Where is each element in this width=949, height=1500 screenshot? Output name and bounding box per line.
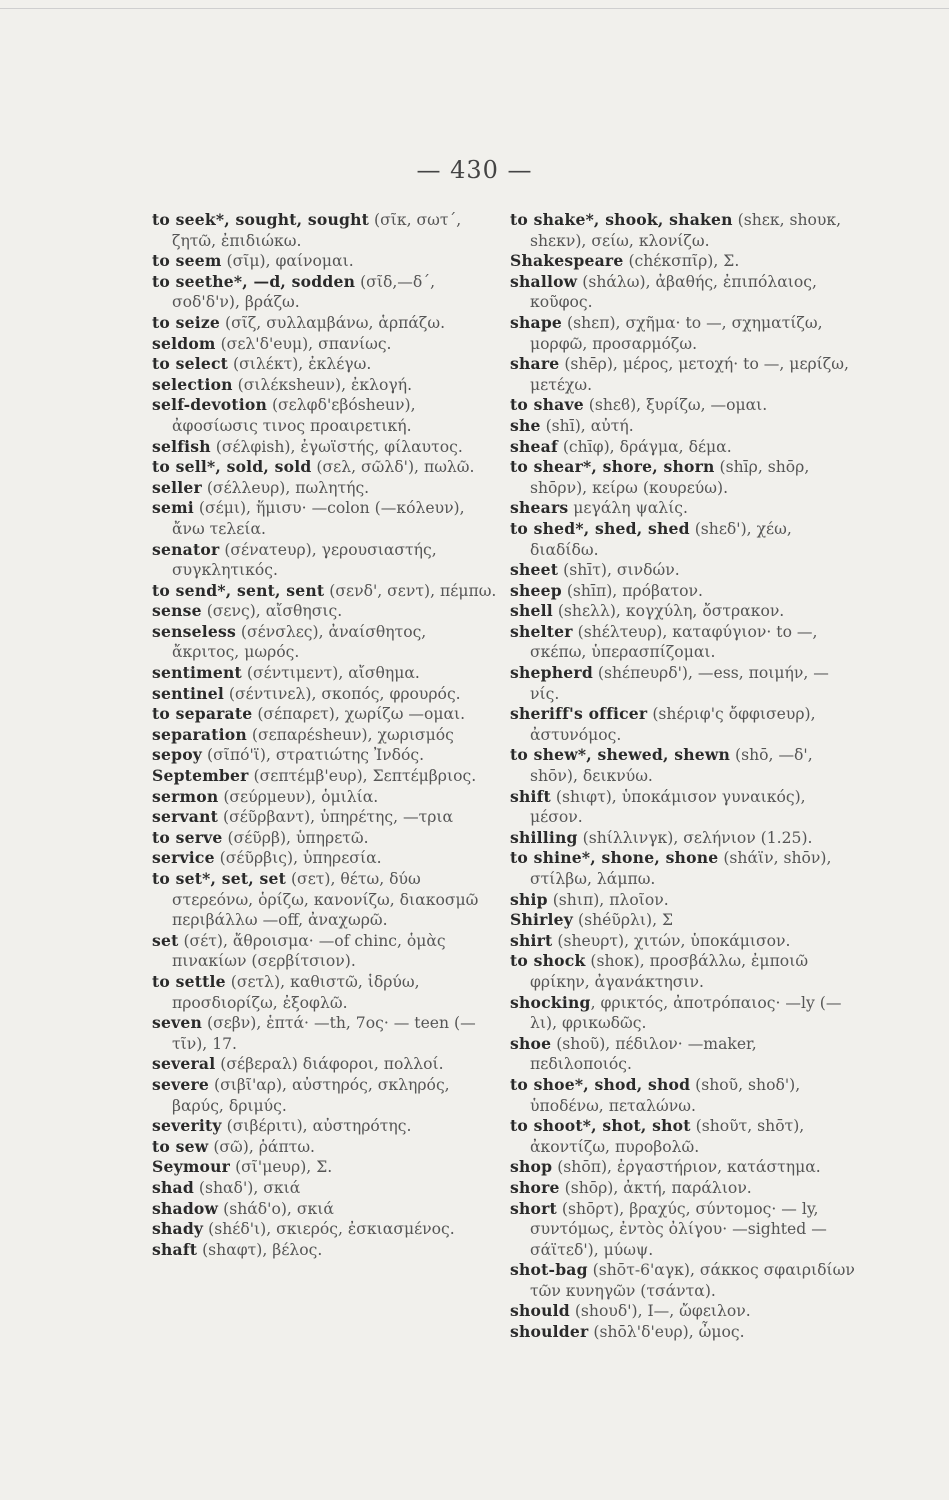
entry-headword: separation [152,724,247,744]
entry-headword: sheep [510,580,562,600]
dictionary-entry [510,560,855,581]
dictionary-entry [510,210,855,251]
entry-headword: seldom [152,333,216,353]
dictionary-entry [510,745,855,786]
entry-definition: (shīπ), πρόβατον. [561,581,703,600]
dictionary-entry [152,807,497,828]
entry-definition: (σενς), αἴσθησις. [201,602,343,621]
entry-definition: (σῖδ,—δ΄, σοδ'δ'ν), βράζω. [172,272,436,312]
entry-definition: (shέδ'ι), σκιερός, ἐσκιασμένος. [203,1220,455,1239]
entry-headword: ship [510,889,548,909]
dictionary-entry [510,828,855,849]
entry-definition: (σελφδ'εβόsheuν), ἀφοσίωσις τινος προαιρετική. [172,396,416,435]
entry-definition: (σενδ', σεντ), πέμπω. [324,581,497,600]
entry-headword: short [510,1198,557,1218]
dictionary-entry [152,334,497,355]
dictionary-entry [510,1322,855,1343]
entry-definition: (shōτ-6'αγκ), σάκκος σφαιριδίων τῶν κυνηγῶν (τσάντα). [530,1261,855,1300]
entry-headword: sentiment [152,663,242,683]
entry-headword: to shave [510,395,584,415]
entry-definition: (σῖπό'ϊ), στρατιώτης Ἰνδός. [202,746,425,765]
entry-headword: to serve [152,827,223,847]
entry-headword: seller [152,477,202,497]
entry-definition: (σέτ), ἄθροισμα· —of chinc, ὁμὰς πινακίων (σερβίτσιον). [172,931,446,971]
entry-headword: shad [152,1177,194,1197]
dictionary-entry [510,1260,855,1301]
entry-headword: share [510,354,560,374]
dictionary-entry [510,848,855,889]
entry-headword: to seethe*, —d, sodden [152,271,356,291]
dictionary-entry [152,1013,497,1054]
entry-headword: September [152,766,249,786]
entry-headword: shears [510,498,569,518]
entry-definition: (σιβέριτι), αὐστηρότης. [221,1117,412,1136]
entry-headword: semi [152,498,194,518]
entry-headword: sheaf [510,436,558,456]
entry-definition: (σιβῖ'αρ), αὐστηρός, σκληρός, βαρύς, δριμύς. [172,1075,450,1115]
dictionary-entry [152,1219,497,1240]
entry-headword: to shake*, shook, shaken [510,210,733,229]
entry-headword: shelter [510,621,573,641]
dictionary-entry [152,704,497,725]
dictionary-entry [152,1240,497,1261]
entry-headword: sense [152,601,202,621]
entry-definition: (σέλλeυρ), πωλητής. [201,478,370,497]
entry-definition: (σέῦρβις), ὑπηρεσία. [214,849,382,868]
entry-definition: (shēρ), μέρος, μετοχή· to —, μερίζω, μετέχω. [530,355,849,394]
entry-definition: (shō, —δ', shōν), δεικνύω. [530,746,813,786]
left-column [152,210,497,1260]
scan-edge-line [0,8,949,9]
entry-headword: seven [152,1013,203,1033]
entry-headword: shift [510,786,551,806]
entry-definition: (σέῦρβ), ὑπηρετῶ. [222,828,369,847]
dictionary-entry [510,354,855,395]
entry-headword: shape [510,312,563,332]
entry-headword: shepherd [510,663,593,683]
dictionary-entry [152,437,497,458]
dictionary-entry [152,787,497,808]
entry-definition: (shιπ), πλοῖον. [547,890,669,909]
entry-definition: (shīτ), σινδών. [558,561,680,580]
entry-headword: shallow [510,271,578,291]
dictionary-entry [510,457,855,498]
entry-definition: (σιλέκτ), ἐκλέγω. [228,355,372,374]
dictionary-entry [510,951,855,992]
entry-headword: to shed*, shed, shed [510,518,690,538]
entry-headword: to sew [152,1136,209,1156]
entry-definition: (σέλφish), ἐγωϊστής, φίλαυτος. [210,437,463,456]
dictionary-entry [152,395,497,436]
entry-headword: should [510,1301,570,1321]
entry-definition: (σέντιμεντ), αἴσθημα. [241,664,420,683]
entry-headword: severity [152,1116,222,1136]
dictionary-entry [152,931,497,972]
dictionary-entry [510,931,855,952]
entry-headword: shirt [510,930,553,950]
entry-headword: selfish [152,436,211,456]
entry-definition: (σιλέκsheuν), ἐκλογή. [232,375,413,394]
entry-headword: to set*, set, set [152,869,287,888]
entry-definition: (shάδ'ο), σκιά [218,1199,334,1218]
entry-definition: (shελλ), κογχύλη, ὄστρακον. [552,602,785,621]
dictionary-entry [152,848,497,869]
entry-headword: self-devotion [152,395,267,415]
entry-headword: set [152,930,179,950]
dictionary-entry [152,375,497,396]
dictionary-entry [152,581,497,602]
entry-definition: (σελ, σῶλδ'), πωλῶ. [311,458,475,477]
dictionary-entry [510,663,855,704]
entry-definition: μεγάλη ψαλίς. [568,499,688,518]
entry-headword: to seem [152,251,222,271]
entry-headword: Shirley [510,910,574,930]
entry-headword: to select [152,354,229,374]
dictionary-entry [152,251,497,272]
dictionary-entry [510,1199,855,1261]
dictionary-entry [510,993,855,1034]
entry-headword: to shoot*, shot, shot [510,1116,691,1136]
dictionary-entry [152,601,497,622]
entry-definition: (σέμι), ἥμισυ· —colon (—κόλeυν), ἄνω τελεία. [172,499,465,538]
dictionary-entry [152,1157,497,1178]
entry-headword: selection [152,374,233,394]
entry-definition: (σελ'δ'eυμ), σπανίως. [215,334,392,353]
entry-definition: (σεύρμeυν), ὁμιλία. [218,787,379,806]
dictionary-entry [152,622,497,663]
dictionary-entry [510,1075,855,1116]
entry-definition: (σετλ), καθιστῶ, ἱδρύω, προσδιορίζω, ἐξοφλῶ. [172,972,420,1012]
entry-definition: (σεβν), ἑπτά· —th, 7ος· — teen (—τῖν), 17. [172,1014,476,1053]
entry-headword: shoulder [510,1322,589,1342]
entry-definition: (σῶ), ῥάπτω. [208,1137,316,1156]
dictionary-entry [510,395,855,416]
dictionary-entry [510,251,855,272]
entry-definition: (shī), αὐτή. [540,416,634,435]
dictionary-entry [510,581,855,602]
entry-headword: shell [510,601,553,621]
dictionary-entry [152,1116,497,1137]
entry-definition: (σῖζ, συλλαμβάνω, ἁρπάζω. [220,313,446,332]
dictionary-entry [510,313,855,354]
dictionary-entry [152,725,497,746]
dictionary-entry [152,540,497,581]
dictionary-entry [510,1157,855,1178]
dictionary-entry [152,272,497,313]
entry-definition: (shīρ, shōρ, shōρν), κείρω (κουρεύω). [530,458,810,497]
entry-headword: shilling [510,827,578,847]
entry-definition: (shάλω), ἀβαθής, ἐπιπόλαιος, κοῦφος. [530,272,817,312]
dictionary-entry [152,1199,497,1220]
entry-definition: (σέβεραλ) διάφοροι, πολλοί. [215,1055,444,1074]
entry-headword: senator [152,539,220,559]
dictionary-entry [152,478,497,499]
entry-headword: several [152,1054,216,1074]
entry-headword: to settle [152,971,226,991]
entry-definition: (σένσλες), ἀναίσθητος, ἄκριτος, μωρός. [172,622,427,662]
dictionary-entry [510,1034,855,1075]
entry-definition: (shεκ, shουκ, shεκν), σείω, κλονίζω. [530,211,842,250]
dictionary-entry [510,910,855,931]
entry-headword: Seymour [152,1157,231,1177]
right-column [510,210,855,1343]
entry-definition: (shίλλινγκ), σελήνιον (1.25). [577,828,813,847]
dictionary-entry [152,1075,497,1116]
dictionary-entry [510,1301,855,1322]
entry-headword: severe [152,1074,210,1094]
dictionary-entry [510,601,855,622]
entry-headword: to shock [510,951,586,971]
dictionary-entry [510,1178,855,1199]
entry-definition: (σῖ'μeυρ), Σ. [230,1158,333,1177]
entry-headword: sepoy [152,745,203,765]
entry-headword: sheriff's officer [510,704,648,724]
entry-definition: (σέντινελ), σκοπός, φρουρός. [223,684,461,703]
entry-definition: (shέπeυρδ'), —ess, ποιμήν, —νίς. [530,664,829,703]
dictionary-entry [152,354,497,375]
entry-definition: (shoῦ, shoδ'), ὑποδένω, πεταλώνω. [530,1075,801,1115]
entry-definition: (shōπ), ἐργαστήριον, κατάστημα. [552,1158,821,1177]
entry-definition: (shεδ'), χέω, διαδίδω. [530,519,792,559]
entry-headword: shadow [152,1198,219,1218]
entry-headword: sentinel [152,683,224,703]
page-number: — 430 — [416,156,533,184]
entry-headword: Shakespeare [510,251,624,271]
entry-headword: shaft [152,1239,198,1259]
entry-headword: to shine*, shone, shone [510,848,719,868]
entry-definition: (σέπαρετ), χωρίζω —ομαι. [252,705,466,724]
entry-definition: (σέῦρβαντ), ὑπηρέτης, —τρια [218,808,454,827]
entry-definition: (σεπαρέsheuν), χωρισμός [246,725,454,744]
entry-definition: (σῖκ, σωτ΄, ζητῶ, ἐπιδιώκω. [172,211,462,250]
entry-definition: (shέλτeυρ), καταφύγιον· to —, σκέπω, ὑπερασπίζομαι. [530,622,818,662]
entry-headword: shore [510,1177,560,1197]
dictionary-entry [510,787,855,828]
entry-definition: (σεπτέμβ'eυρ), Σεπτέμβριος. [248,767,477,786]
entry-headword: service [152,848,215,868]
dictionary-entry [152,745,497,766]
entry-headword: shoe [510,1033,552,1053]
entry-definition: (shōρ), ἀκτή, παράλιον. [559,1178,752,1197]
entry-headword: to seize [152,312,221,332]
entry-definition: (σένατeυρ), γερουσιαστής, συγκλητικός. [172,540,437,580]
entry-headword: shop [510,1157,553,1177]
dictionary-entry [152,498,497,539]
entry-headword: servant [152,807,219,827]
entry-headword: she [510,415,541,435]
dictionary-entry [510,272,855,313]
entry-headword: sheet [510,560,559,580]
entry-definition: (chέκσπῖρ), Σ. [623,252,740,271]
dictionary-entry [152,972,497,1013]
dictionary-entry [152,766,497,787]
dictionary-entry [152,1137,497,1158]
entry-headword: senseless [152,621,236,641]
dictionary-entry [152,684,497,705]
entry-definition: (shōρτ), βραχύς, σύντομος· — ly, συντόμως, ἐντὸς ὀλίγου· —sighted —σάϊτεδ'), μύωψ. [530,1199,827,1259]
dictionary-entry [510,1116,855,1157]
dictionary-entry [510,622,855,663]
entry-definition: (shoκ), προσβάλλω, ἐμποιῶ φρίκην, ἀγανάκτησιν. [530,952,809,991]
dictionary-entry [510,416,855,437]
entry-definition: (shιφτ), ὑποκάμισον γυναικός), μέσον. [530,787,806,827]
entry-headword: to seek*, sought, sought [152,210,370,229]
entry-definition: (sheυρτ), χιτών, ὑποκάμισον. [552,931,791,950]
dictionary-entry [510,890,855,911]
dictionary-entry [152,828,497,849]
entry-definition: , φρικτός, ἀποτρόπαιος· —ly (—λι), φρικωδῶς. [530,993,842,1033]
dictionary-entry [152,1054,497,1075]
entry-headword: to shew*, shewed, shewn [510,745,731,765]
entry-headword: to sell*, sold, sold [152,457,312,477]
entry-headword: shocking [510,992,591,1012]
entry-headword: to separate [152,704,253,724]
entry-definition: (shαφτ), βέλος. [197,1240,323,1259]
dictionary-entry [152,663,497,684]
entry-definition: (σετ), θέτω, δύω στερεόνω, ὁρίζω, κανονίζω, διακοσμῶ περιβάλλω —off, ἀναχωρῶ. [172,870,479,930]
entry-definition: (chīφ), δράγμα, δέμα. [557,437,732,456]
entry-definition: (σῖμ), φαίνομαι. [221,252,354,271]
dictionary-entry [510,704,855,745]
entry-definition: (shεϐ), ξυρίζω, —ομαι. [583,396,768,415]
entry-headword: shady [152,1219,204,1239]
dictionary-entry [510,437,855,458]
entry-definition: (shεπ), σχῆμα· to —, σχηματίζω, μορφῶ, προσαρμόζω. [530,313,823,353]
entry-definition: (shōλ'δ'eυρ), ὦμος. [588,1323,745,1342]
dictionary-entry [152,1178,497,1199]
dictionary-entry [510,498,855,519]
entry-definition: (shέριφ'ς ὄφφισeυρ), ἀστυνόμος. [530,705,816,744]
entry-definition: (shoῦ), πέδιλον· —maker, πεδιλοποιός. [530,1034,757,1074]
entry-definition: (shοῦτ, shōτ), ἀκοντίζω, πυροβολῶ. [530,1117,805,1156]
entry-headword: to shoe*, shod, shod [510,1074,691,1094]
dictionary-entry [152,210,497,251]
entry-headword: to shear*, shore, shorn [510,457,715,477]
entry-headword: sermon [152,786,219,806]
dictionary-entry [152,869,497,931]
entry-definition: (shαδ'), σκιά [193,1178,301,1197]
entry-definition: (shéῦρλι), Σ [573,911,674,930]
entry-headword: shot-bag [510,1260,588,1280]
dictionary-entry [510,519,855,560]
entry-headword: to send*, sent, sent [152,580,325,600]
dictionary-entry [152,457,497,478]
entry-definition: (shουδ'), I—, ὤφειλον. [569,1302,751,1321]
entry-definition: (shάϊν, shōν), στίλβω, λάμπω. [530,849,832,888]
dictionary-entry [152,313,497,334]
